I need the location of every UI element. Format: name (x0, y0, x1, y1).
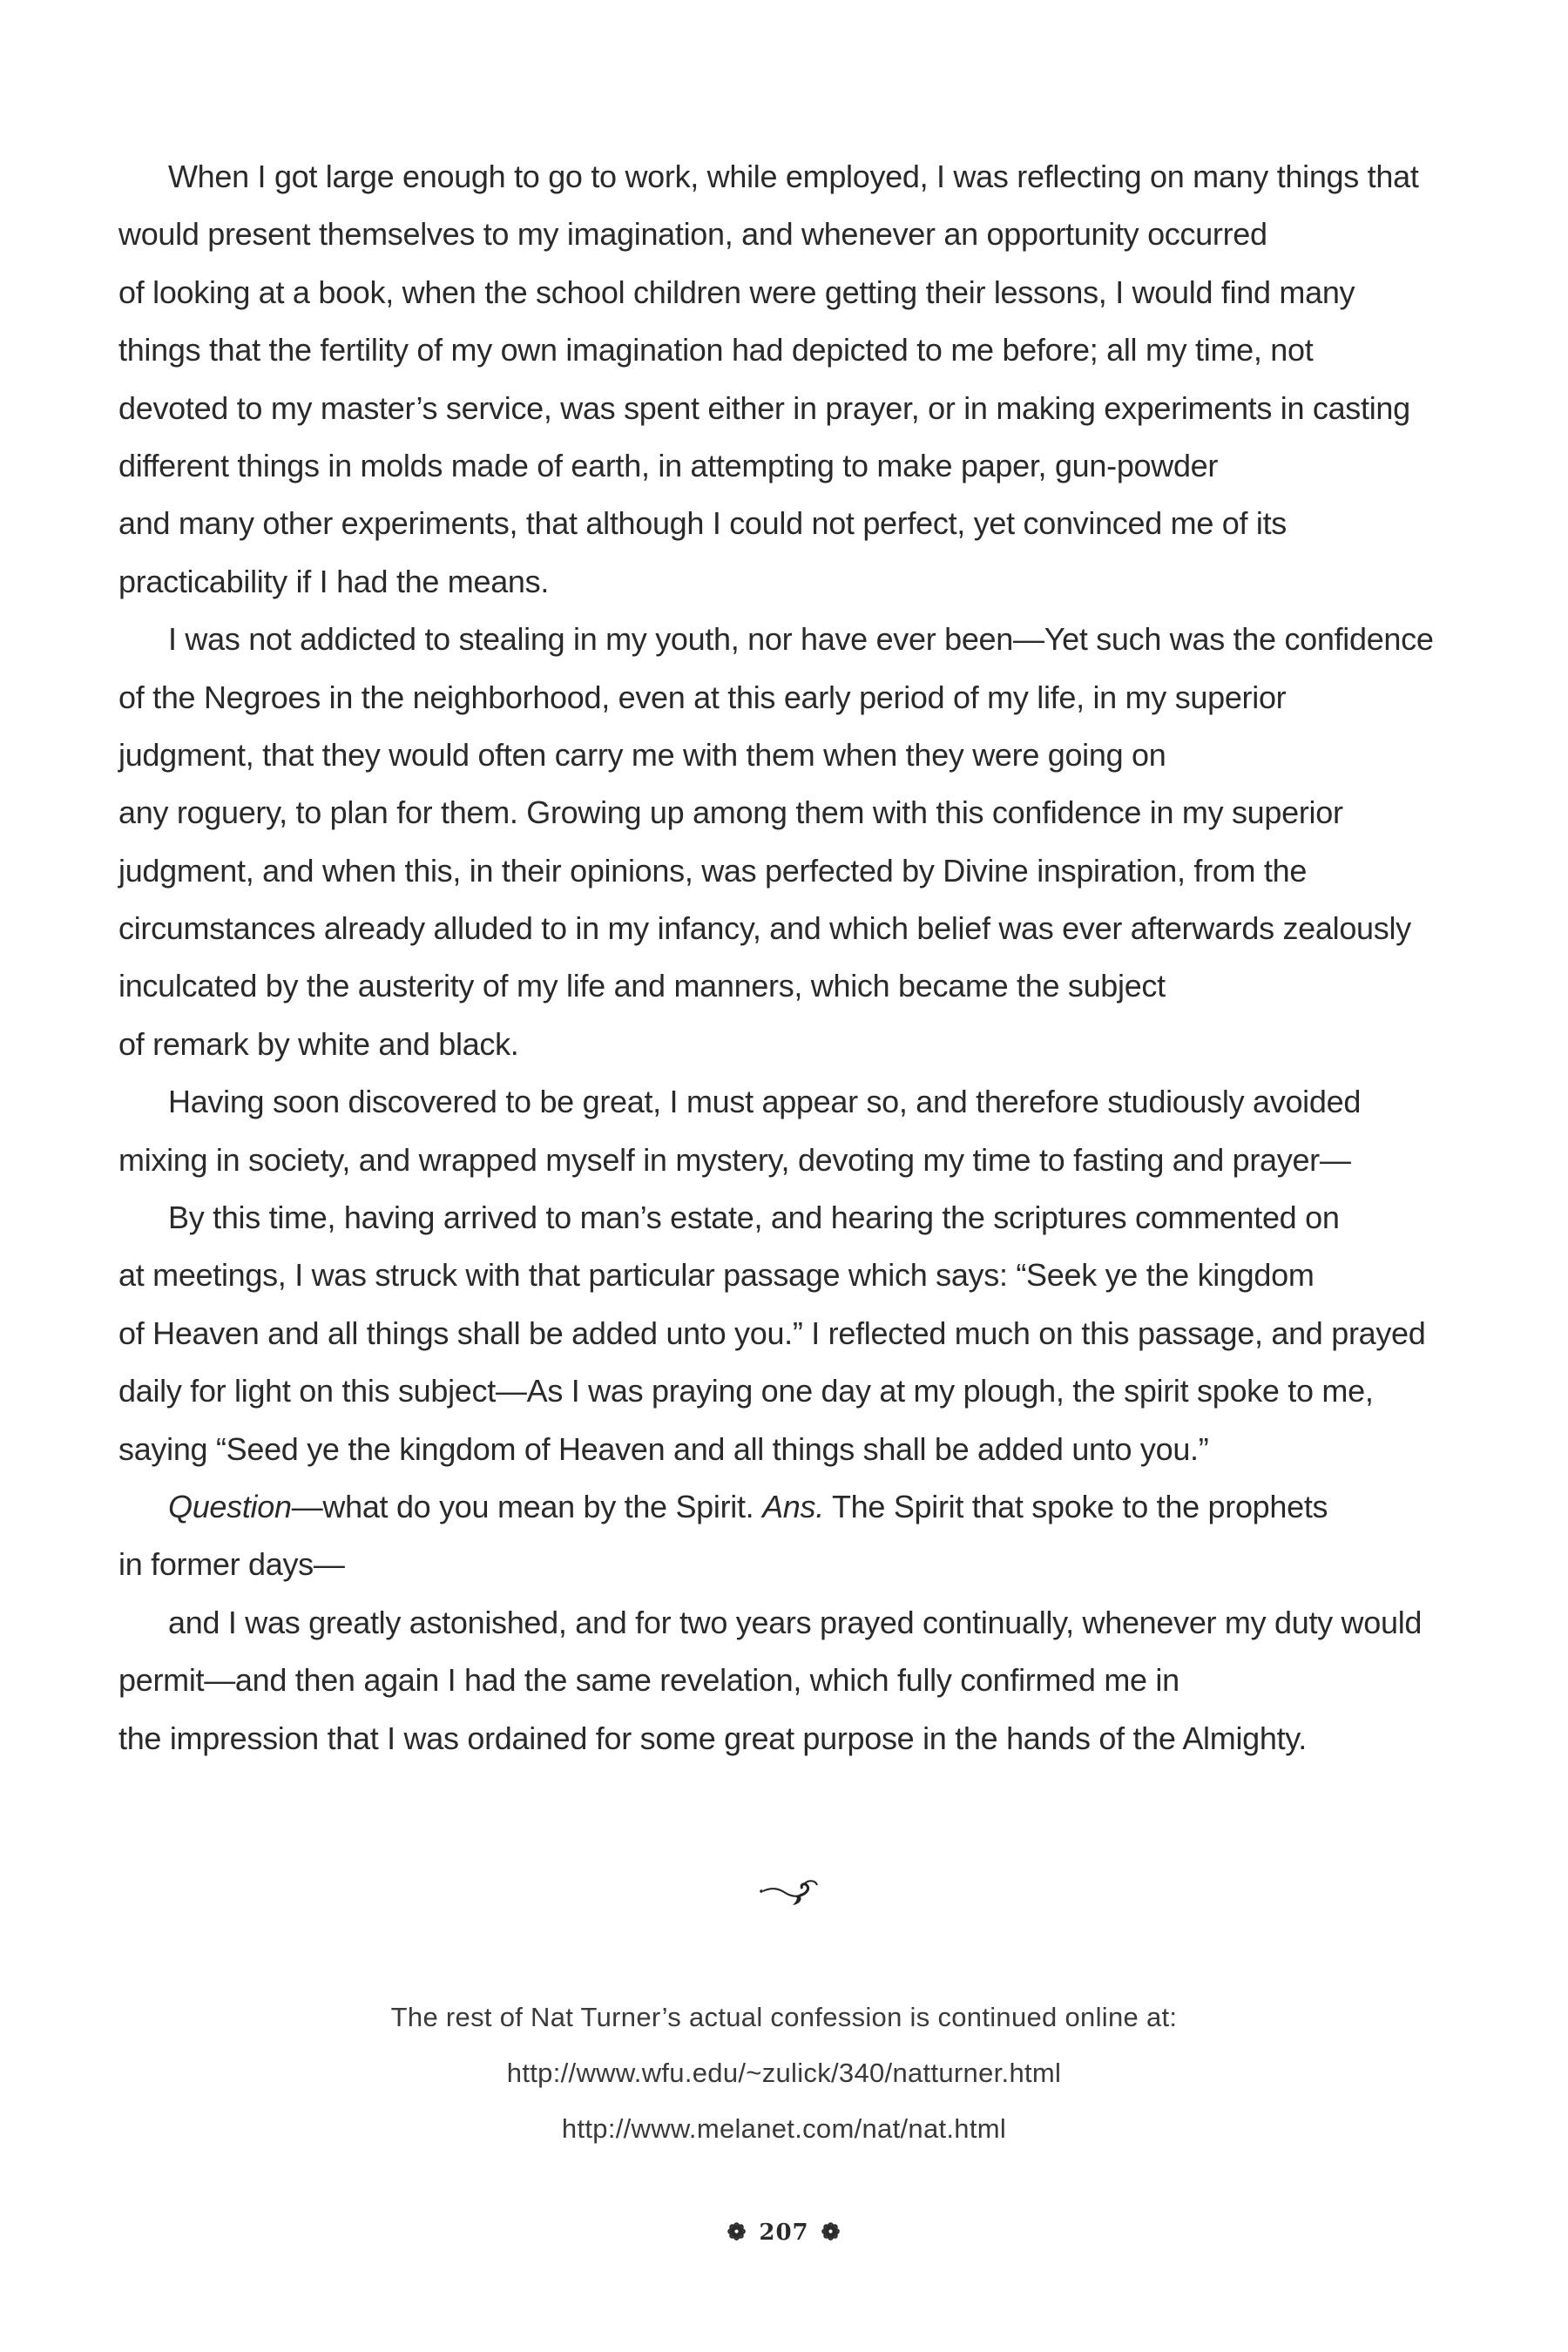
footer-link-melanet[interactable]: http://www.melanet.com/nat/nat.html (561, 2113, 1007, 2144)
p1-line: When I got large enough to go to work, while employed, I was reflecting on many things that (168, 159, 1419, 194)
answer-text: The Spirit that spoke to the prophets (823, 1488, 1328, 1524)
p4-line: By this time, having arrived to man’s estate, and hearing the scriptures commented on (168, 1200, 1340, 1236)
footer-note: The rest of Nat Turner’s actual confession is continued online at: (390, 2002, 1178, 2032)
p1-line: different things in molds made of earth, in attempting to make paper, gun-powder (118, 447, 1219, 483)
p2-line: circumstances already alluded to in my infancy, and which belief was ever afterwards zealously (118, 910, 1411, 947)
page-number: 207 (759, 2220, 809, 2246)
footer-link-wfu[interactable]: http://www.wfu.edu/~zulick/340/natturner.html (506, 2058, 1062, 2088)
p3-line: mixing in society, and wrapped myself in mystery, devoting my time to fasting and prayer— (118, 1141, 1351, 1178)
question-text: —what do you mean by the Spirit. (291, 1488, 763, 1524)
p1-line: practicability if I had the means. (118, 563, 550, 599)
p6-line: permit—and then again I had the same revelation, which fully confirmed me in (118, 1662, 1179, 1699)
p2-line: of remark by white and black. (118, 1025, 519, 1062)
p1-line: and many other experiments, that although I could not perfect, yet convinced me of its (118, 505, 1287, 542)
p2-line: any roguery, to plan for them. Growing up among them with this confidence in my superior (118, 794, 1343, 831)
p6-line: and I was greatly astonished, and for two years prayed continually, whenever my duty would (168, 1604, 1423, 1640)
p2-line: I was not addicted to stealing in my youth, nor have ever been—Yet such was the confidence (168, 621, 1434, 658)
p2-line: judgment, that they would often carry me with them when they were going on (118, 736, 1166, 773)
p1-line: of looking at a book, when the school children were getting their lessons, I would find many (118, 274, 1355, 310)
p1-line: would present themselves to my imagination, and whenever an opportunity occurred (118, 216, 1267, 253)
p5-line: in former days— (118, 1546, 345, 1583)
p4-line: at meetings, I was struck with that particular passage which says: “Seek ye the kingdom (118, 1257, 1315, 1294)
p1-line: devoted to my master’s service, was spent either in prayer, or in making experiments in casting (118, 389, 1410, 426)
p6-line: the impression that I was ordained for some great purpose in the hands of the Almighty. (118, 1720, 1308, 1756)
flower-ornament-icon: ❁ (727, 2220, 747, 2246)
flower-ornament-icon: ❁ (821, 2220, 841, 2246)
body-text (118, 148, 1504, 1767)
question-label: Question (168, 1488, 292, 1524)
page-number-folio (0, 2220, 1568, 2246)
p4-line: of Heaven and all things shall be added unto you.” I reflected much on this passage, and prayed (118, 1315, 1426, 1351)
p4-line: daily for light on this subject—As I was praying one day at my plough, the spirit spoke to me, (118, 1373, 1374, 1409)
question-line (118, 1478, 1504, 1536)
p2-line: inculcated by the austerity of my life and manners, which became the subject (118, 968, 1166, 1004)
p4-line: saying “Seed ye the kingdom of Heaven and all things shall be added unto you.” (118, 1430, 1209, 1467)
p2-line: judgment, and when this, in their opinions, was perfected by Divine inspiration, from the (118, 852, 1308, 889)
answer-label: Ans. (762, 1488, 824, 1524)
p1-line: things that the fertility of my own imagination had depicted to me before; all my time, not (118, 332, 1314, 368)
p2-line: of the Negroes in the neighborhood, even at this early period of my life, in my superior (118, 679, 1287, 715)
swash-ornament-icon (758, 1873, 821, 1908)
p3-line: Having soon discovered to be great, I must appear so, and therefore studiously avoided (168, 1084, 1362, 1120)
